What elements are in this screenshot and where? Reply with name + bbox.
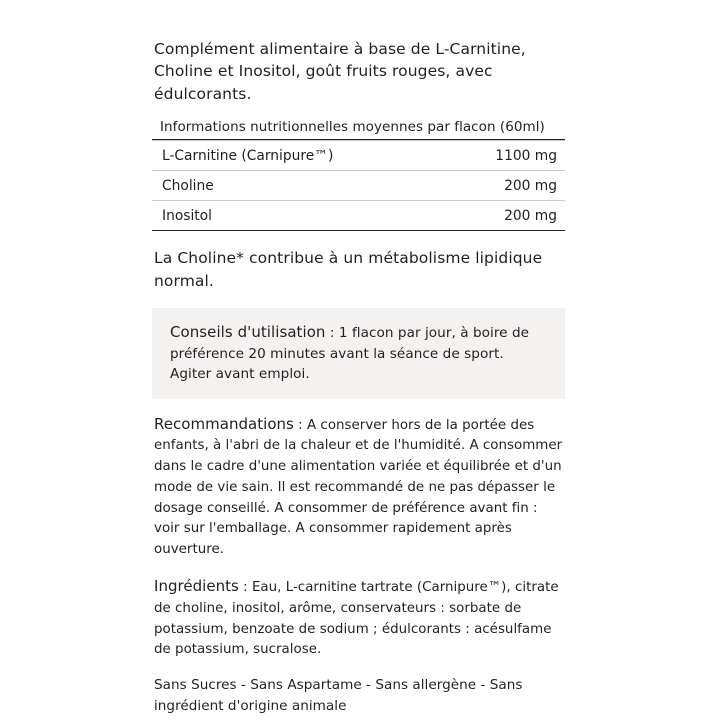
usage-tips-text: : 1 flacon par jour, à boire de préférence 20 minutes avant la séance de sport. Agiter avant emploi.: [170, 325, 530, 383]
nutrient-value: 1100 mg: [450, 141, 565, 171]
recommendations-text: : A conserver hors de la portée des enfants, à l'abri de la chaleur et de l'humidité. A consommer dans le cadre d'une alimentation variée et équilibrée et d'un mode de vie sain. Il est recommandé de ne pas dépasser le dosage conseillé. A consommer de préférence avant fin : voir sur l'emballage. A consommer rapidement après ouverture.: [154, 417, 563, 558]
table-row: [152, 141, 565, 171]
health-claim: La Choline* contribue à un métabolisme lipidique normal.: [154, 249, 543, 290]
table-row: [152, 171, 565, 201]
product-description: Complément alimentaire à base de L-Carnitine, Choline et Inositol, goût fruits rouges, avec édulcorants.: [154, 40, 526, 103]
nutrient-value: 200 mg: [450, 171, 565, 201]
nutrient-name: Choline: [152, 171, 450, 201]
nutrient-name: L-Carnitine (Carnipure™): [152, 141, 450, 171]
free-from-claims: Sans Sucres - Sans Aspartame - Sans allergène - Sans ingrédient d'origine animale: [154, 677, 523, 715]
nutrition-table: [152, 139, 565, 231]
nutrition-table-title: Informations nutritionnelles moyennes par flacon (60ml): [160, 119, 545, 136]
table-row: [152, 201, 565, 231]
nutrient-name: Inositol: [152, 201, 450, 231]
ingredients-label: Ingrédients: [154, 576, 239, 595]
ingredients-section: [154, 575, 565, 661]
recommendations-section: [154, 413, 565, 561]
nutrient-value: 200 mg: [450, 201, 565, 231]
ingredients-text: : Eau, L-carnitine tartrate (Carnipure™), citrate de choline, inositol, arôme, conservateurs : sorbate de potassium, benzoate de sodium ; édulcorants : acésulfame de potassium, sucralose.: [154, 579, 559, 658]
usage-tips-box: [152, 308, 565, 398]
usage-tips-label: Conseils d'utilisation: [170, 323, 326, 342]
recommendations-label: Recommandations: [154, 414, 294, 433]
